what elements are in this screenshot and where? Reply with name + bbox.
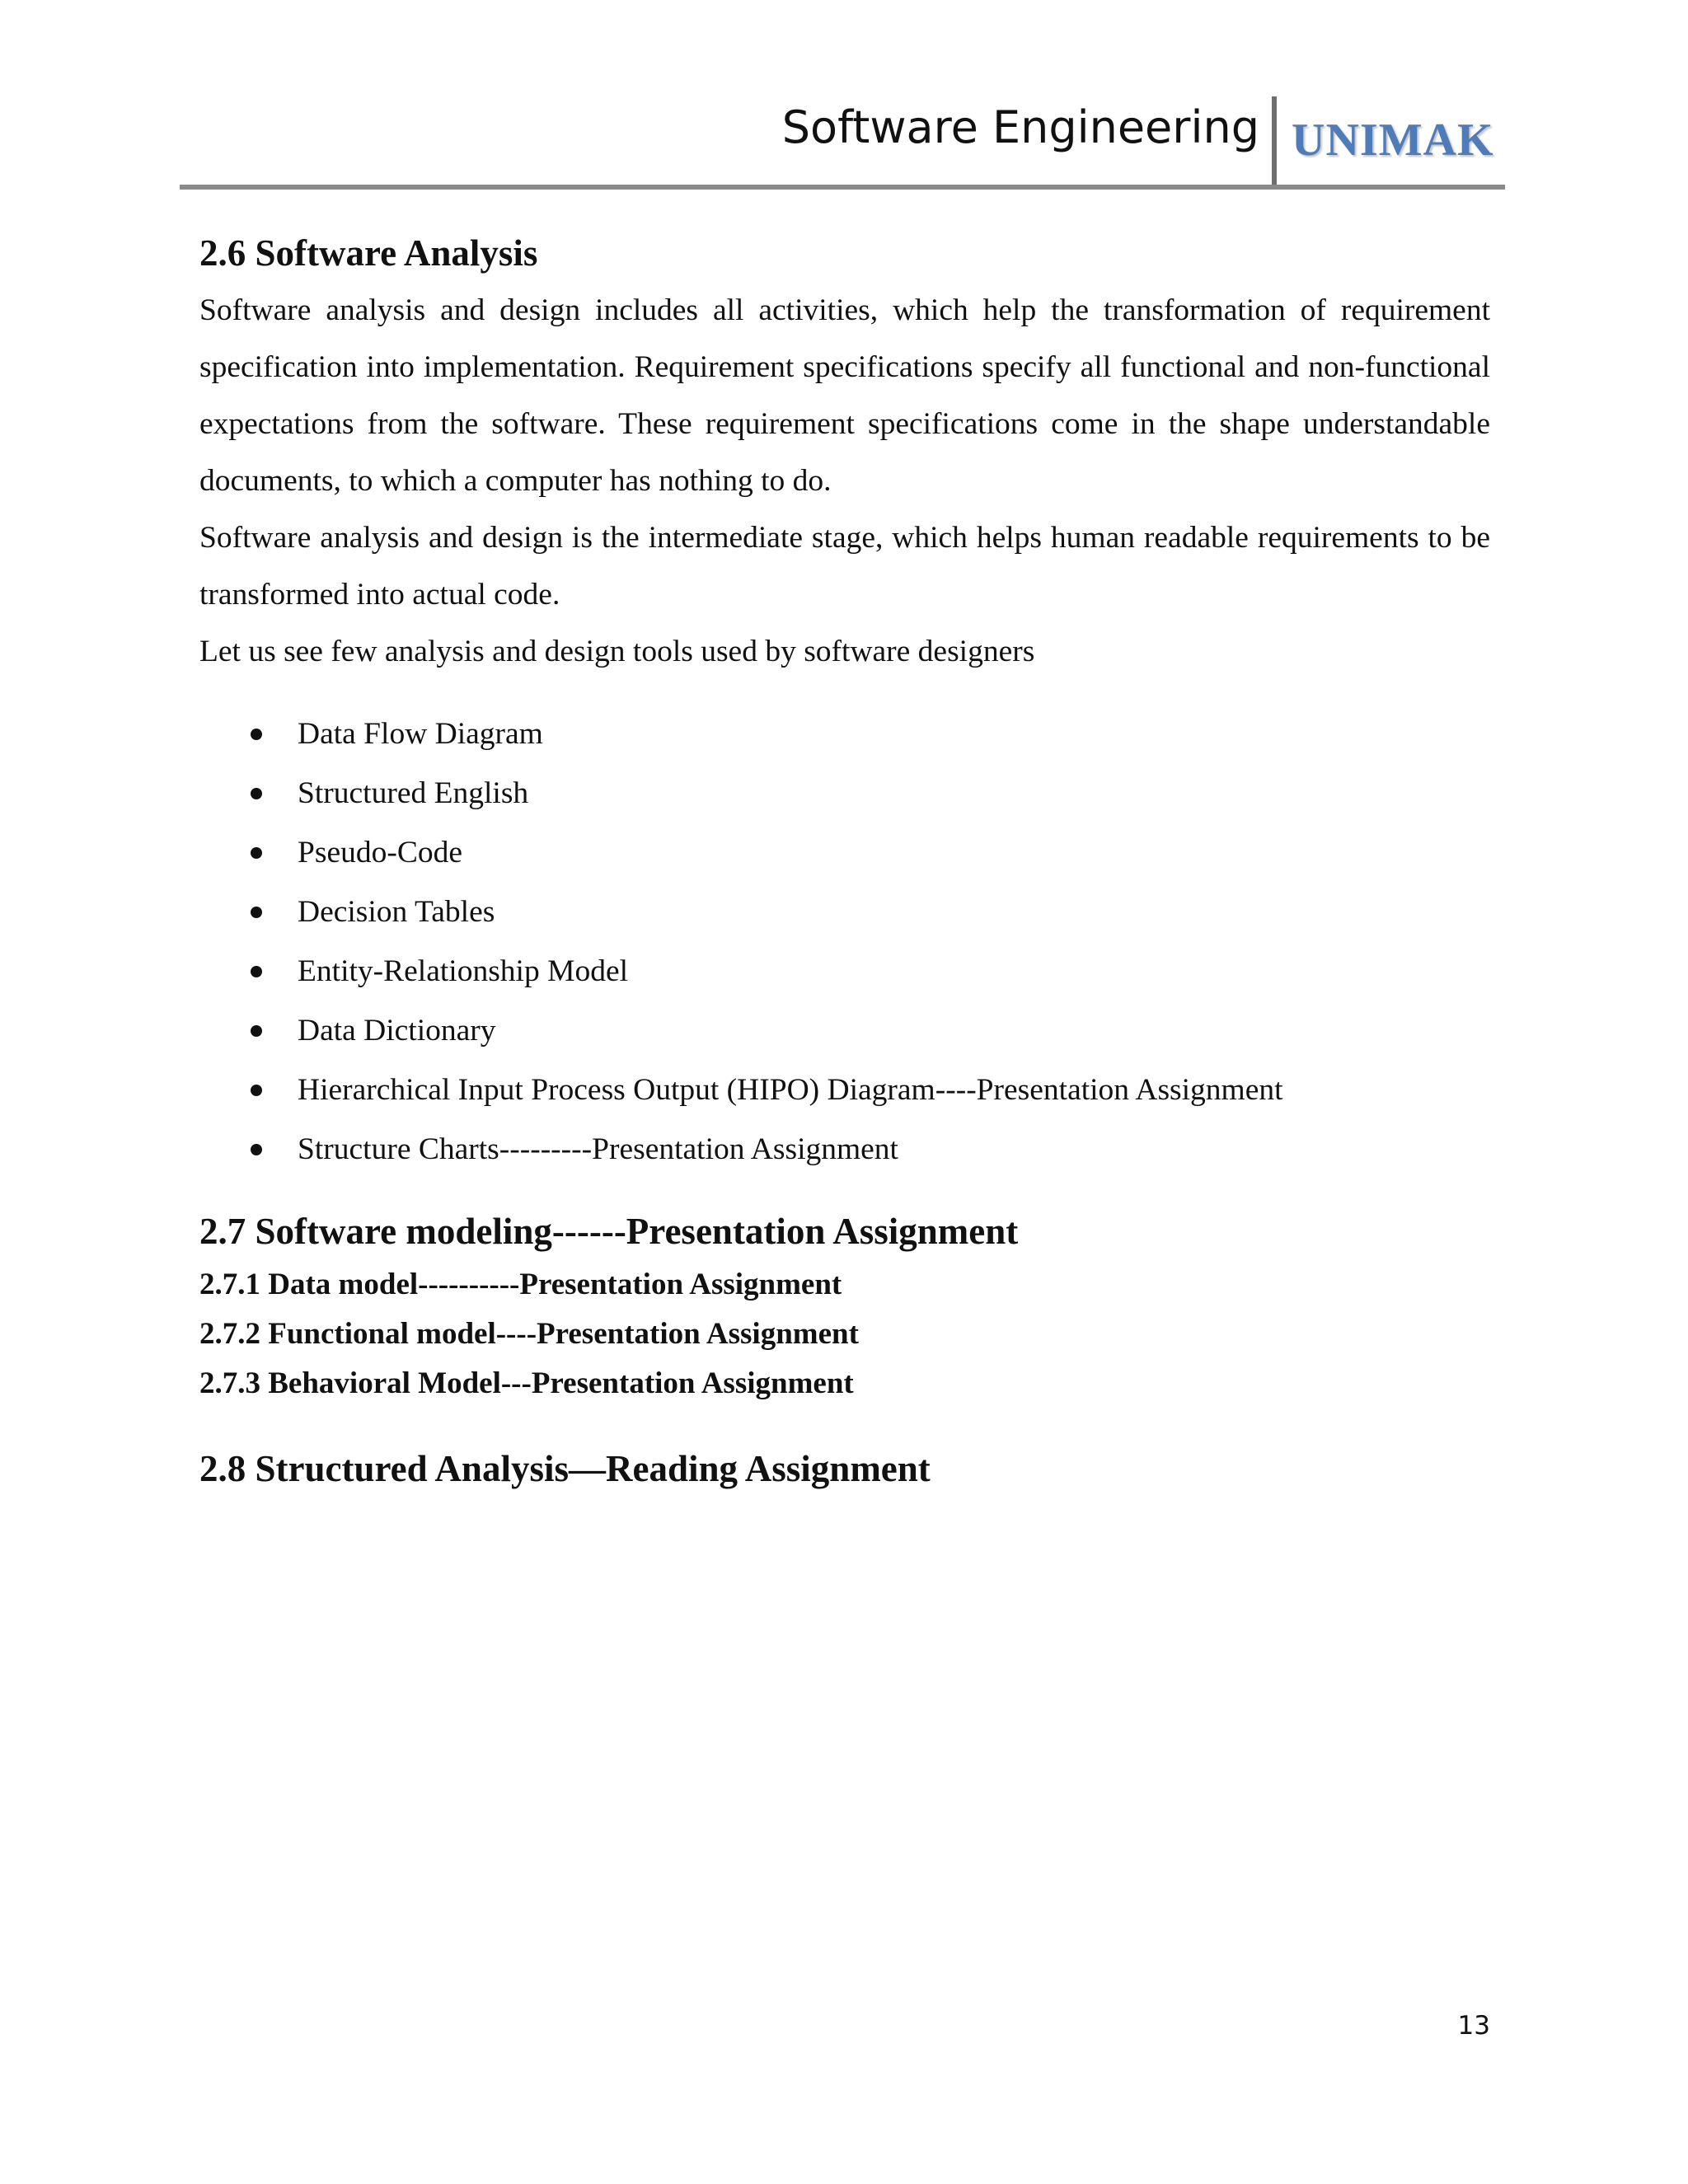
bullet-icon [251,1025,262,1037]
page-body [199,224,1490,1497]
bullet-icon [251,729,262,740]
tools-bullet-list [199,705,1490,1179]
list-item-text: Structure Charts---------Presentation Assignment [298,1132,898,1166]
bullet-icon [251,1144,262,1155]
paragraph-tools-lead-in: Let us see few analysis and design tools used by software designers [199,635,1035,668]
running-header-title: Software Engineering [781,101,1259,153]
list-item [199,705,1490,764]
list-item-text: Hierarchical Input Process Output (HIPO) Diagram----Presentation Assignment [298,1073,1283,1107]
list-item-text: Entity-Relationship Model [298,954,629,988]
section-heading-2-8: 2.8 Structured Analysis—Reading Assignment [199,1448,931,1489]
bullet-icon [251,907,262,918]
bullet-icon [251,1085,262,1096]
list-item-text: Data Flow Diagram [298,717,543,751]
subsection-heading-2-7-3: 2.7.3 Behavioral Model---Presentation Assignment [199,1366,854,1400]
header-brand-logo: UNIMAK [1292,115,1494,166]
paragraph-intro: Software analysis and design includes all activities, which help the transformation of requirement specification into implementation. Requirement specifications specify all functional and non-functional expectations from the software. These requirement specifications come in the shape understandable documents, to which a computer has nothing to do. [199,293,1490,498]
list-item [199,942,1490,1001]
bullet-icon [251,966,262,977]
list-item [199,764,1490,823]
bullet-icon [251,847,262,859]
list-item [199,1001,1490,1061]
list-item [199,1061,1490,1120]
list-item-text: Data Dictionary [298,1014,496,1047]
subsection-heading-2-7-1: 2.7.1 Data model----------Presentation Assignment [199,1268,842,1301]
list-item [199,823,1490,883]
list-item [199,883,1490,942]
page-number: 13 [1457,2011,1490,2041]
list-item-text: Structured English [298,776,529,810]
header-rule [180,185,1505,190]
bullet-icon [251,788,262,799]
section-heading-2-6: 2.6 Software Analysis [199,232,538,274]
subsection-heading-2-7-2: 2.7.2 Functional model----Presentation Assignment [199,1317,859,1351]
header-divider [1272,96,1277,187]
paragraph-intermediate-stage: Software analysis and design is the intermediate stage, which helps human readable requirements to be transformed into actual code. [199,521,1490,612]
list-item [199,1120,1490,1179]
list-item-text: Decision Tables [298,895,495,929]
section-heading-2-7: 2.7 Software modeling------Presentation Assignment [199,1211,1019,1252]
list-item-text: Pseudo-Code [298,836,462,869]
